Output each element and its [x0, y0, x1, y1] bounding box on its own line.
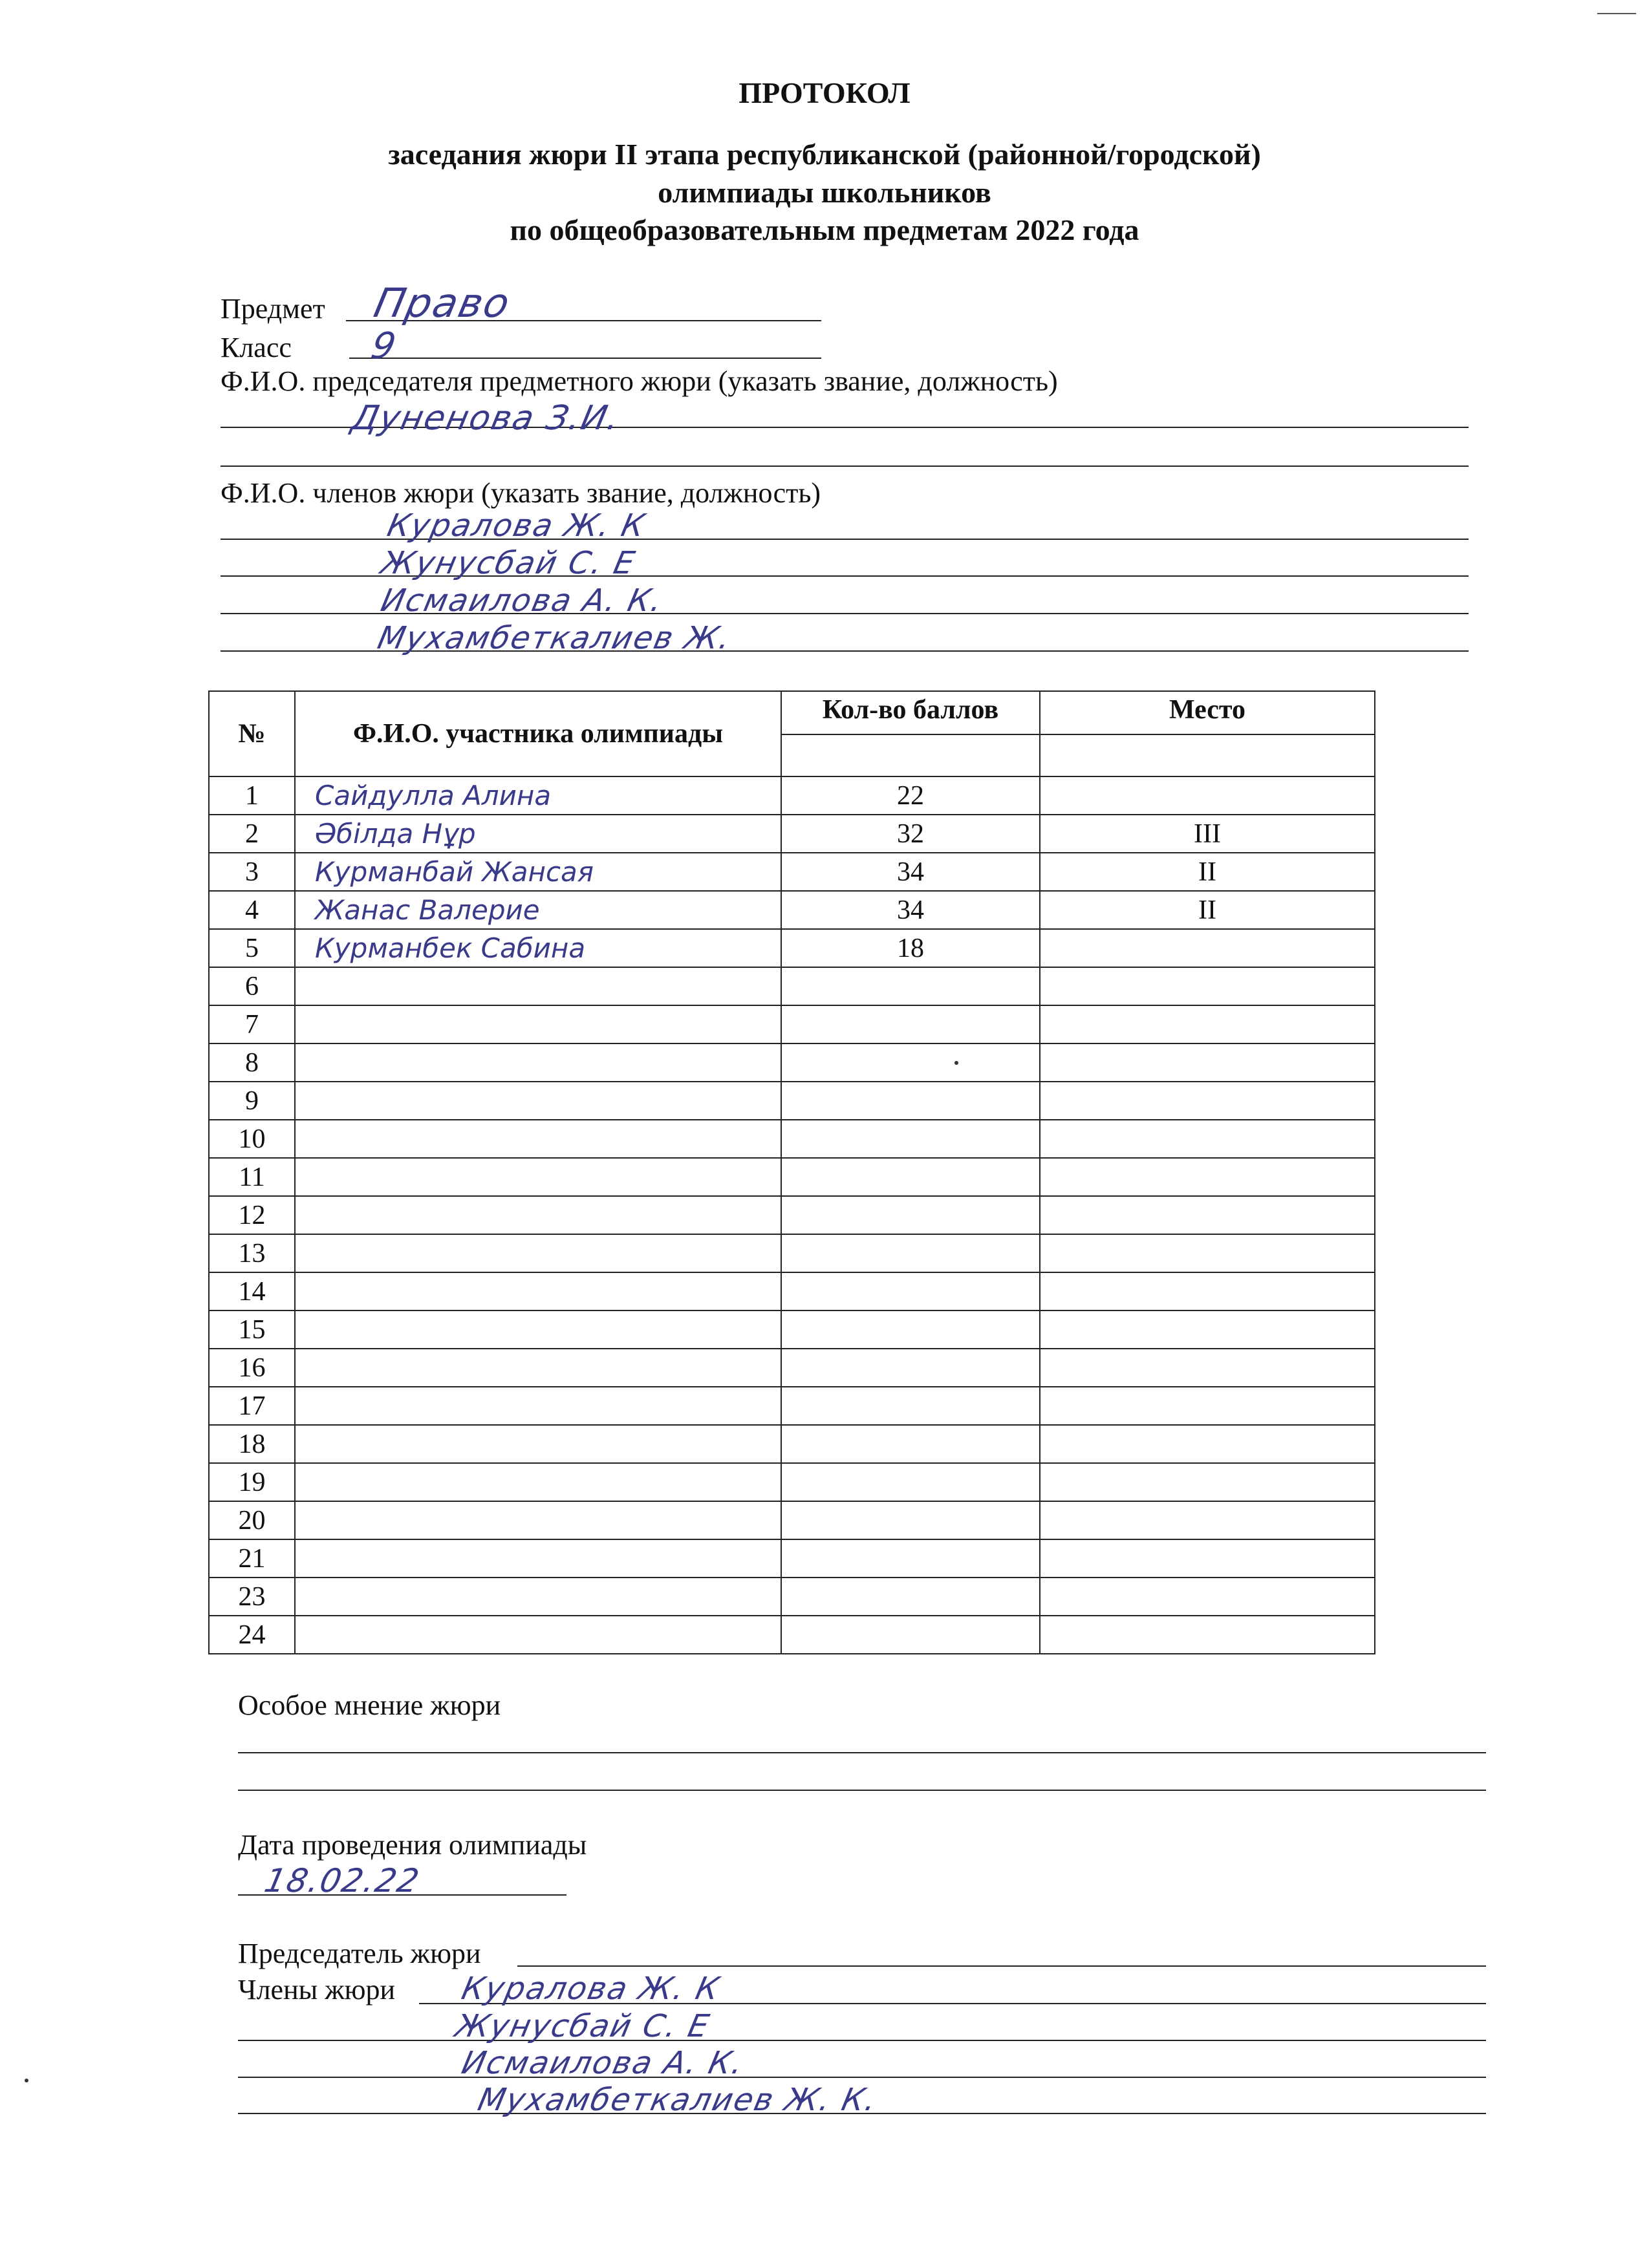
place: III — [1040, 815, 1375, 853]
row-number: 11 — [209, 1158, 295, 1196]
score — [781, 1616, 1040, 1654]
place — [1040, 1005, 1375, 1043]
participant-name: Курманбек Сабина — [295, 929, 781, 967]
class-line — [349, 358, 821, 359]
score — [781, 1311, 1040, 1349]
participant-name — [295, 1311, 781, 1349]
table-row — [209, 776, 1375, 815]
table-row — [209, 891, 1375, 929]
participant-name — [295, 1158, 781, 1196]
score — [781, 1425, 1040, 1463]
members-sign-line-3 — [238, 2077, 1486, 2078]
row-number: 7 — [209, 1005, 295, 1043]
row-number: 14 — [209, 1272, 295, 1311]
place — [1040, 776, 1375, 815]
participant-name — [295, 1120, 781, 1158]
members-label: Ф.И.О. членов жюри (указать звание, должность) — [221, 477, 821, 509]
score: 32 — [781, 815, 1040, 853]
table-row — [209, 1425, 1375, 1463]
place — [1040, 1234, 1375, 1272]
place — [1040, 1578, 1375, 1616]
row-number: 19 — [209, 1463, 295, 1501]
row-number: 17 — [209, 1387, 295, 1425]
class-value: 9 — [367, 325, 401, 367]
score — [781, 1043, 1040, 1082]
row-number: 15 — [209, 1311, 295, 1349]
place — [1040, 1158, 1375, 1196]
results-table — [208, 690, 1375, 1654]
results-table-body — [209, 691, 1375, 1654]
row-number: 2 — [209, 815, 295, 853]
score — [781, 1005, 1040, 1043]
row-number: 4 — [209, 891, 295, 929]
row-number: 16 — [209, 1349, 295, 1387]
document-subtitle-line-2: олимпиады школьников — [658, 176, 991, 209]
table-row — [209, 929, 1375, 967]
row-number: 9 — [209, 1082, 295, 1120]
table-row — [209, 967, 1375, 1005]
score — [781, 1501, 1040, 1539]
row-number: 8 — [209, 1043, 295, 1082]
member-name: Куралова Ж. К — [384, 508, 649, 544]
document-subtitle-line-1: заседания жюри II этапа республиканской (районной/городской) — [388, 138, 1261, 171]
row-number: 3 — [209, 853, 295, 891]
table-row — [209, 1463, 1375, 1501]
place — [1040, 1311, 1375, 1349]
score — [781, 1539, 1040, 1578]
row-number: 24 — [209, 1616, 295, 1654]
table-row — [209, 1120, 1375, 1158]
place — [1040, 1082, 1375, 1120]
table-row — [209, 1349, 1375, 1387]
member-signature: Жунусбай С. Е — [452, 2008, 714, 2044]
member-name: Жунусбай С. Е — [378, 545, 640, 581]
participant-name: Курманбай Жансая — [295, 853, 781, 891]
participant-name — [295, 1043, 781, 1082]
members-sign-label: Члены жюри — [238, 1974, 396, 2006]
chair-line-2 — [221, 465, 1469, 467]
row-number: 13 — [209, 1234, 295, 1272]
class-label: Класс — [221, 332, 292, 363]
score — [781, 1196, 1040, 1234]
row-number: 18 — [209, 1425, 295, 1463]
chair-sign-line — [517, 1965, 1486, 1967]
table-row — [209, 1196, 1375, 1234]
participant-name — [295, 1425, 781, 1463]
date-value: 18.02.22 — [261, 1862, 424, 1899]
column-header-score: Кол-во баллов — [781, 691, 1040, 734]
place — [1040, 1501, 1375, 1539]
opinion-line-1 — [238, 1752, 1486, 1753]
place — [1040, 1387, 1375, 1425]
table-row — [209, 1616, 1375, 1654]
members-sign-line-2 — [238, 2040, 1486, 2041]
member-signature: Куралова Ж. К — [458, 1971, 724, 2007]
scan-speck — [25, 2079, 28, 2082]
table-header-row — [209, 691, 1375, 734]
participant-name — [295, 1463, 781, 1501]
score: 34 — [781, 853, 1040, 891]
corner-mark — [1597, 13, 1636, 14]
table-row — [209, 1578, 1375, 1616]
score — [781, 1463, 1040, 1501]
participant-name: Жанас Валерие — [295, 891, 781, 929]
table-row — [209, 1311, 1375, 1349]
table-row — [209, 1082, 1375, 1120]
table-row — [209, 1158, 1375, 1196]
score — [781, 1272, 1040, 1311]
member-name: Исмаилова А. К. — [378, 583, 667, 619]
participant-name — [295, 1387, 781, 1425]
table-row — [209, 1501, 1375, 1539]
place: II — [1040, 891, 1375, 929]
chair-value: Дуненова З.И. — [348, 399, 624, 438]
participant-name — [295, 1196, 781, 1234]
score — [781, 1349, 1040, 1387]
table-row — [209, 1234, 1375, 1272]
member-name: Мухамбеткалиев Ж. — [374, 620, 735, 656]
participant-name: Сайдулла Алина — [295, 776, 781, 815]
row-number: 21 — [209, 1539, 295, 1578]
row-number: 5 — [209, 929, 295, 967]
table-row — [209, 1043, 1375, 1082]
participant-name — [295, 1082, 781, 1120]
place — [1040, 967, 1375, 1005]
place — [1040, 1616, 1375, 1654]
place — [1040, 929, 1375, 967]
date-label: Дата проведения олимпиады — [238, 1829, 587, 1861]
chair-sign-label: Председатель жюри — [238, 1938, 481, 1969]
column-header-number: № — [209, 691, 295, 776]
score — [781, 1578, 1040, 1616]
place — [1040, 1425, 1375, 1463]
column-header-name: Ф.И.О. участника олимпиады — [295, 691, 781, 776]
row-number: 20 — [209, 1501, 295, 1539]
row-number: 12 — [209, 1196, 295, 1234]
document-title: ПРОТОКОЛ — [738, 76, 911, 109]
header-place-blank — [1040, 734, 1375, 776]
subject-value: Право — [370, 279, 515, 326]
table-row — [209, 1539, 1375, 1578]
table-row — [209, 1005, 1375, 1043]
ink-dot — [954, 1061, 958, 1065]
score — [781, 1234, 1040, 1272]
header-score-blank — [781, 734, 1040, 776]
score: 18 — [781, 929, 1040, 967]
participant-name — [295, 1272, 781, 1311]
place — [1040, 1349, 1375, 1387]
row-number: 23 — [209, 1578, 295, 1616]
score — [781, 1120, 1040, 1158]
participant-name — [295, 1005, 781, 1043]
participant-name — [295, 1234, 781, 1272]
score — [781, 1387, 1040, 1425]
place — [1040, 1120, 1375, 1158]
opinion-label: Особое мнение жюри — [238, 1689, 501, 1721]
score — [781, 1082, 1040, 1120]
table-row — [209, 1387, 1375, 1425]
score — [781, 967, 1040, 1005]
score — [781, 1158, 1040, 1196]
subject-label: Предмет — [221, 293, 325, 325]
row-number: 6 — [209, 967, 295, 1005]
score: 22 — [781, 776, 1040, 815]
column-header-place: Место — [1040, 691, 1375, 734]
place: II — [1040, 853, 1375, 891]
participant-name — [295, 1539, 781, 1578]
table-row — [209, 1272, 1375, 1311]
member-signature: Исмаилова А. К. — [458, 2045, 748, 2081]
table-row — [209, 853, 1375, 891]
place — [1040, 1043, 1375, 1082]
participant-name — [295, 1349, 781, 1387]
place — [1040, 1463, 1375, 1501]
place — [1040, 1272, 1375, 1311]
place — [1040, 1196, 1375, 1234]
table-row — [209, 815, 1375, 853]
opinion-line-2 — [238, 1790, 1486, 1791]
score: 34 — [781, 891, 1040, 929]
participant-name — [295, 1578, 781, 1616]
row-number: 1 — [209, 776, 295, 815]
row-number: 10 — [209, 1120, 295, 1158]
participant-name — [295, 1616, 781, 1654]
participant-name — [295, 967, 781, 1005]
member-signature: Мухамбеткалиев Ж. К. — [475, 2082, 881, 2118]
participant-name: Әбілда Нұр — [295, 815, 781, 853]
participant-name — [295, 1501, 781, 1539]
document-subtitle-line-3: по общеобразовательным предметам 2022 года — [510, 213, 1139, 246]
place — [1040, 1539, 1375, 1578]
chair-label: Ф.И.О. председателя предметного жюри (указать звание, должность) — [221, 365, 1058, 397]
